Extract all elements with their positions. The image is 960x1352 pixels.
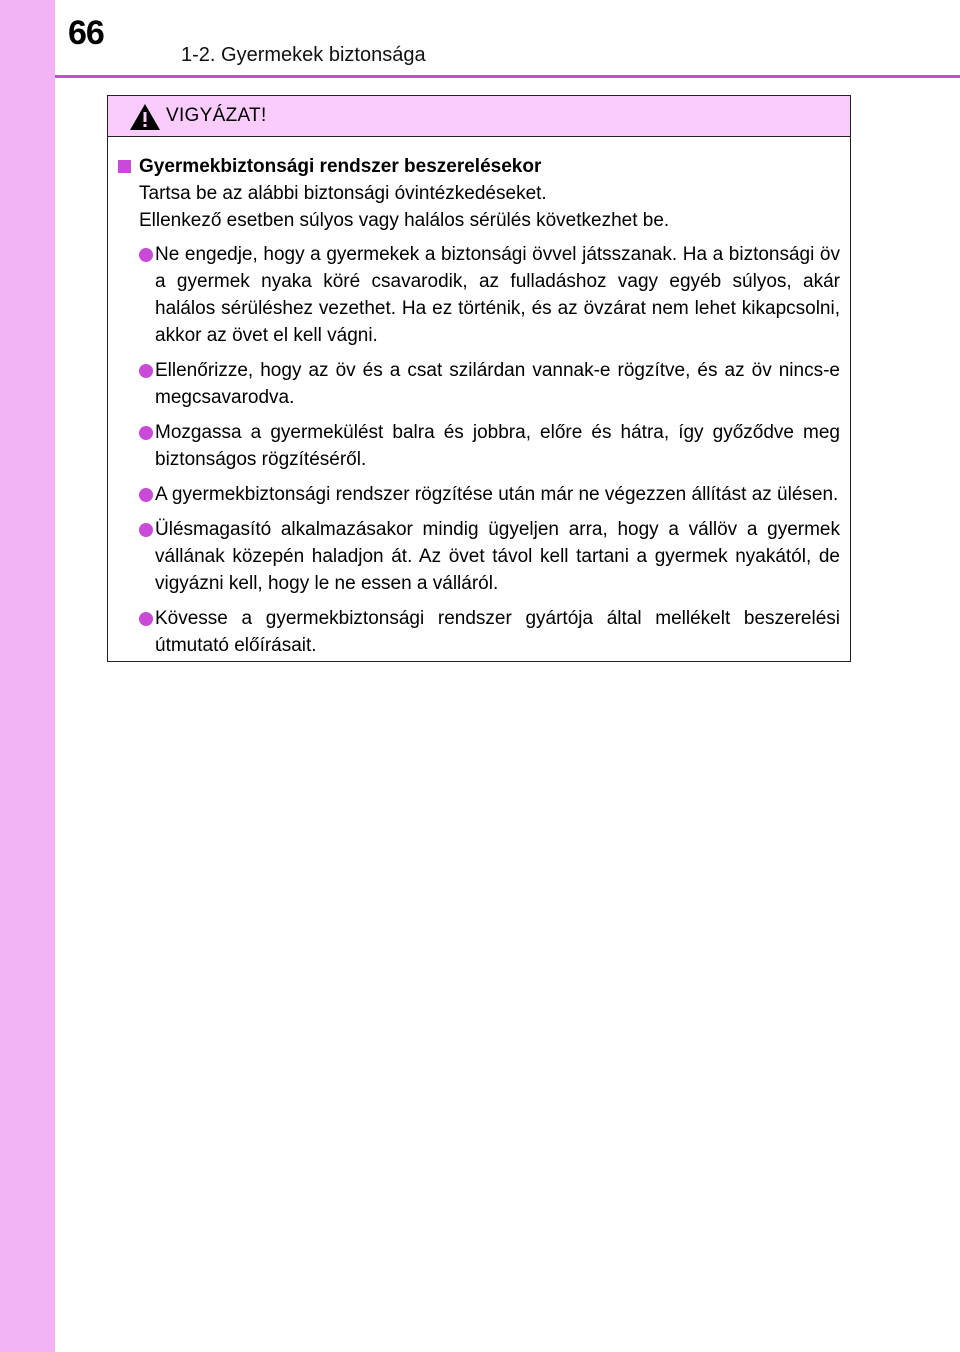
intro-line: Ellenkező esetben súlyos vagy halálos sérülés következhet be. xyxy=(139,210,670,231)
list-item xyxy=(118,605,840,659)
square-bullet-icon xyxy=(118,160,131,173)
bullet-list xyxy=(118,241,840,659)
list-item xyxy=(118,419,840,473)
list-item-text: Ne engedje, hogy a gyermekek a biztonsági övvel játsszanak. Ha a biztonsági öv a gyermek nyaka köré csavarodik, az fulladáshoz vagy egyéb súlyos, akár halálos sérüléshez vezethet. Ha ez történik, és az övzárat nem lehet kikapcsolni, akkor az övet el kell vágni. xyxy=(155,244,840,346)
section-title: 1-2. Gyermekek biztonsága xyxy=(181,44,426,66)
caution-body xyxy=(108,137,850,659)
list-item xyxy=(118,481,840,508)
circle-bullet-icon xyxy=(139,248,153,262)
caution-header xyxy=(108,96,850,137)
caution-title: VIGYÁZAT! xyxy=(166,105,267,126)
circle-bullet-icon xyxy=(139,612,153,626)
list-item xyxy=(118,357,840,411)
list-item xyxy=(118,516,840,597)
intro-line: Tartsa be az alábbi biztonsági óvintézkedéseket. xyxy=(139,183,547,204)
circle-bullet-icon xyxy=(139,488,153,502)
circle-bullet-icon xyxy=(139,523,153,537)
list-item-text: Ellenőrizze, hogy az öv és a csat szilárdan vannak-e rögzítve, és az öv nincs-e megcsavarodva. xyxy=(155,360,840,408)
side-color-strip xyxy=(0,0,55,1352)
list-item-text: A gyermekbiztonsági rendszer rögzítése után már ne végezzen állítást az ülésen. xyxy=(155,484,839,505)
page-number: 66 xyxy=(68,14,104,52)
list-item-text: Mozgassa a gyermekülést balra és jobbra, előre és hátra, így győződve meg biztonságos rögzítéséről. xyxy=(155,422,840,470)
list-item-text: Ülésmagasító alkalmazásakor mindig ügyeljen arra, hogy a vállöv a gyermek vállának közepén haladjon át. Az övet távol kell tartani a gyermek nyakától, de vigyázni kell, hogy le ne essen a válláról. xyxy=(155,519,840,594)
caution-intro xyxy=(118,180,840,234)
list-item xyxy=(118,241,840,349)
warning-triangle-icon xyxy=(129,103,161,131)
list-item-text: Kövesse a gyermekbiztonsági rendszer gyártója által mellékelt beszerelési útmutató előírásait. xyxy=(155,608,840,656)
caution-heading-row xyxy=(118,153,840,180)
caution-heading: Gyermekbiztonsági rendszer beszerelésekor xyxy=(139,156,542,177)
header-divider xyxy=(55,75,960,78)
circle-bullet-icon xyxy=(139,426,153,440)
circle-bullet-icon xyxy=(139,364,153,378)
caution-box xyxy=(107,95,851,662)
